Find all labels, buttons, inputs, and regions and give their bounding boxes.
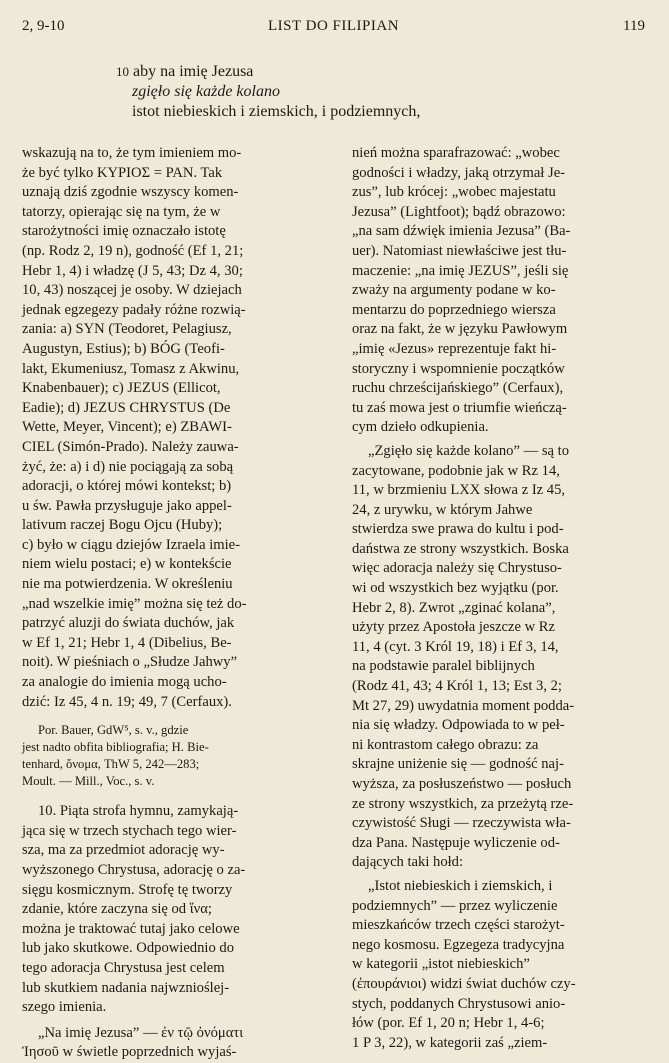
text-line: mieszkańców trzech części starożyt- — [352, 917, 565, 934]
running-head — [22, 18, 645, 40]
text-line: Eadie); d) JEZUS CHRYSTUS (De — [22, 399, 231, 416]
running-title: LIST DO FILIPIAN — [267, 18, 400, 34]
paragraph — [352, 877, 652, 1053]
text-line: 1 P 3, 22), w kategorii zaś „ziem- — [352, 1034, 548, 1051]
text-line: lub skutkiem nadania najwznioślej- — [22, 979, 230, 996]
text-line: CIEL (Simón-Prado). Należy zauwa- — [22, 438, 239, 455]
text-line: uer). Natomiast niewłaściwe jest tłu- — [352, 242, 567, 259]
text-line: szego imienia. — [22, 999, 107, 1016]
text-line: jąca się w trzech stychach tego wier- — [22, 822, 237, 839]
text-line: „Na imię Jezusa” — ἐν τῷ ὀνόματι — [38, 1024, 244, 1041]
text-line: u św. Pawła przysługuje jako appel- — [22, 497, 232, 514]
verse-line — [116, 62, 636, 82]
text-line: patrzyć aluzji do świata duchów, jak — [22, 615, 235, 632]
paragraph — [22, 144, 324, 712]
text-line: zus”, lub krócej: „wobec majestatu — [352, 184, 556, 201]
text-line: zacytowane, podobnie jak w Rz 14, — [352, 462, 560, 479]
text-line: nie ma potwierdzenia. W określeniu — [22, 576, 233, 593]
text-line: Moult. — Mill., Voc., s. v. — [22, 774, 155, 789]
text-line: Wette, Meyer, Vincent); e) ZBAWI- — [22, 419, 232, 436]
text-line: mentarzu do poprzedniego wiersza — [352, 301, 556, 318]
text-line: można je traktować tutaj jako celowe — [22, 920, 240, 937]
text-line: Ἰησοῦ w świetle poprzednich wyjaś- — [22, 1044, 237, 1061]
text-line: 11, w brzmieniu LXX słowa z Iz 45, — [352, 482, 566, 499]
text-line: Knabenbauer); c) JEZUS (Ellicot, — [22, 380, 221, 397]
text-line: nień można sparafrazować: „wobec — [352, 145, 560, 161]
text-line: c) było w ciągu dziejów Izraela imie- — [22, 536, 240, 553]
text-line: jednak egzegezy padały różne rozwią- — [22, 301, 246, 318]
text-line: sięgu kosmicznym. Strofę tę tworzy — [22, 881, 233, 898]
text-line: łów (por. Ef 1, 20 n; Hebr 1, 4-6; — [352, 1015, 545, 1032]
text-line: żyć, że: a) i d) nie pociągają za sobą — [22, 458, 234, 475]
text-line: Hebr 1, 4) i władzę (J 5, 43; Dz 4, 30; — [22, 262, 243, 279]
text-line: godności i władzy, jaką otrzymał Je- — [352, 164, 566, 181]
text-line: sza, ma za przedmiot adorację wy- — [22, 842, 225, 859]
text-line: „imię «Jezus» reprezentuje fakt hi- — [352, 340, 557, 357]
text-line: starożytności imię oznaczało istotę — [22, 223, 226, 240]
text-line: daństwa ze strony wszystkich. Boska — [352, 540, 569, 557]
text-line: jest nadto obfita bibliografia; H. Bie- — [22, 740, 209, 755]
text-line: w Ef 1, 21; Hebr 1, 4 (Dibelius, Be- — [22, 634, 232, 651]
text-line: zdanie, które zaczyna się od ἵνα; — [22, 901, 212, 918]
verse-number: 10 — [116, 64, 129, 79]
verse-quote — [116, 62, 636, 122]
text-line: za analogie do imienia mogą ucho- — [22, 674, 227, 691]
right-column — [352, 144, 652, 1053]
text-line: (np. Rodz 2, 19 n), godność (Ef 1, 21; — [22, 242, 244, 259]
bibliography-note — [22, 722, 324, 790]
text-line: tatorzy, opierając się na tym, że w — [22, 203, 221, 220]
text-line: na podstawie paralel biblijnych — [352, 658, 535, 675]
text-line: (Rodz 41, 43; 4 Król 1, 13; Est 3, 2; — [352, 678, 562, 695]
text-line: wskazują na to, że tym imieniem mo- — [22, 145, 242, 161]
text-line: 24, z urywku, w którym Jahwe — [352, 501, 533, 518]
text-line: że być tylko ΚΥΡΙΟΣ = PAN. Tak — [22, 164, 223, 181]
text-line: stwierdza swe prawa do kultu i pod- — [352, 521, 564, 538]
text-line: „Istot niebieskich i ziemskich, i — [368, 877, 553, 894]
verse-line: istot niebieskich i ziemskich, i podziemnych, — [132, 103, 421, 120]
text-line: czywistość Sługi — rzeczywista wła- — [352, 815, 571, 832]
text-line: 10, 43) noszącej je osoby. W dziejach — [22, 282, 242, 299]
text-line: 10. Piąta strofa hymnu, zamykają- — [38, 803, 239, 820]
text-line: maczenie: „na imię JEZUS”, jeśli się — [352, 262, 569, 279]
text-line: Jezusa” (Lightfoot); bądź obrazowo: — [352, 203, 566, 220]
text-line: storyczny i wspomnienie początków — [352, 360, 565, 377]
text-line: więc adoracja należy się Chrystuso- — [352, 560, 562, 577]
text-line: podziemnych” — przez wyliczenie — [352, 897, 558, 914]
text-line: użyty przez Apostoła jeszcze w Rz — [352, 619, 556, 636]
paragraph — [22, 1024, 324, 1063]
text-line: „Zgięło się każde kolano” — są to — [368, 442, 569, 459]
text-line: ze strony wszystkich, za przeżytą rze- — [352, 795, 574, 812]
text-line: Por. Bauer, GdW⁵, s. v., gdzie — [38, 723, 189, 738]
text-line: wyższonego Chrystusa, adorację o za- — [22, 862, 246, 878]
verse-line-text: aby na imię Jezusa — [133, 63, 254, 80]
text-line: tenhard, ὄνομα, ThW 5, 242—283; — [22, 757, 200, 772]
text-line: w kategorii „istot niebieskich” — [352, 956, 530, 973]
text-line: cym dzieło odkupienia. — [352, 419, 489, 436]
text-line: zania: a) SYN (Teodoret, Pelagiusz, — [22, 321, 232, 338]
text-line: nia się władzy. Odpowiada to w peł- — [352, 717, 565, 734]
text-line: nego kosmosu. Egzegeza tradycyjna — [352, 936, 565, 953]
text-line: lativum raczej Bogu Ojcu (Huby); — [22, 517, 223, 534]
text-line: wyższa, za posłuszeństwo — posłuch — [352, 776, 572, 792]
text-line: niem wielu postaci; e) w kontekście — [22, 556, 232, 573]
text-line: lakt, Ekumeniusz, Tomasz z Akwinu, — [22, 360, 240, 377]
left-column — [22, 144, 324, 1063]
text-line: zważy na argumenty podane w ko- — [352, 282, 556, 299]
text-line: (ἐπουράνιοι) widzi świat duchów czy- — [352, 975, 576, 992]
text-line: 11, 4 (cyt. 3 Król 19, 18) i Ef 3, 14, — [352, 638, 559, 655]
text-line: dających taki hołd: — [352, 854, 464, 871]
text-line: tu zaś mowa jest o triumfie wieńczą- — [352, 399, 567, 416]
verse-line: zgięło się każde kolano — [132, 83, 280, 100]
page-number: 119 — [623, 18, 645, 34]
text-line: tego adoracja Chrystusa jest celem — [22, 959, 225, 976]
text-line: ni kontrastom całego obrazu: za — [352, 736, 539, 753]
text-line: uznają dziś zgodnie wszyscy komen- — [22, 184, 239, 201]
text-line: Augustyn, Estius); b) BÓG (Teofi- — [22, 340, 225, 357]
text-line: adoracji, o której mówi kontekst; b) — [22, 478, 232, 495]
text-line: dza Pana. Następuje wyliczenie od- — [352, 834, 560, 851]
text-line: dzić: Iz 45, 4 n. 19; 49, 7 (Cerfaux). — [22, 693, 232, 710]
text-line: oraz na fakt, że w języku Pawłowym — [352, 321, 568, 338]
paragraph — [352, 144, 652, 438]
text-line: Hebr 2, 8). Zwrot „zginać kolana”, — [352, 599, 556, 616]
text-line: noit). W pieśniach o „Słudze Jahwy” — [22, 654, 238, 671]
text-line: lub jako skutkowe. Odpowiednio do — [22, 940, 234, 957]
text-line: Mt 27, 29) uwydatnia moment podda- — [352, 697, 575, 714]
text-line: stych, poddanych Chrystusowi anio- — [352, 995, 566, 1012]
text-line: wi od wszystkich bez wyjątku (por. — [352, 580, 559, 597]
text-line: „nad wszelkie imię” można się też do- — [22, 595, 247, 612]
paragraph — [352, 442, 652, 873]
verse-reference: 2, 9-10 — [22, 18, 65, 34]
paragraph — [22, 802, 324, 1018]
text-line: skrajne uniżenie się — godność naj- — [352, 756, 564, 773]
text-line: „na sam dźwięk imienia Jezusa” (Ba- — [352, 223, 571, 240]
text-line: ruchu chrześcijańskiego” (Cerfaux), — [352, 380, 564, 397]
